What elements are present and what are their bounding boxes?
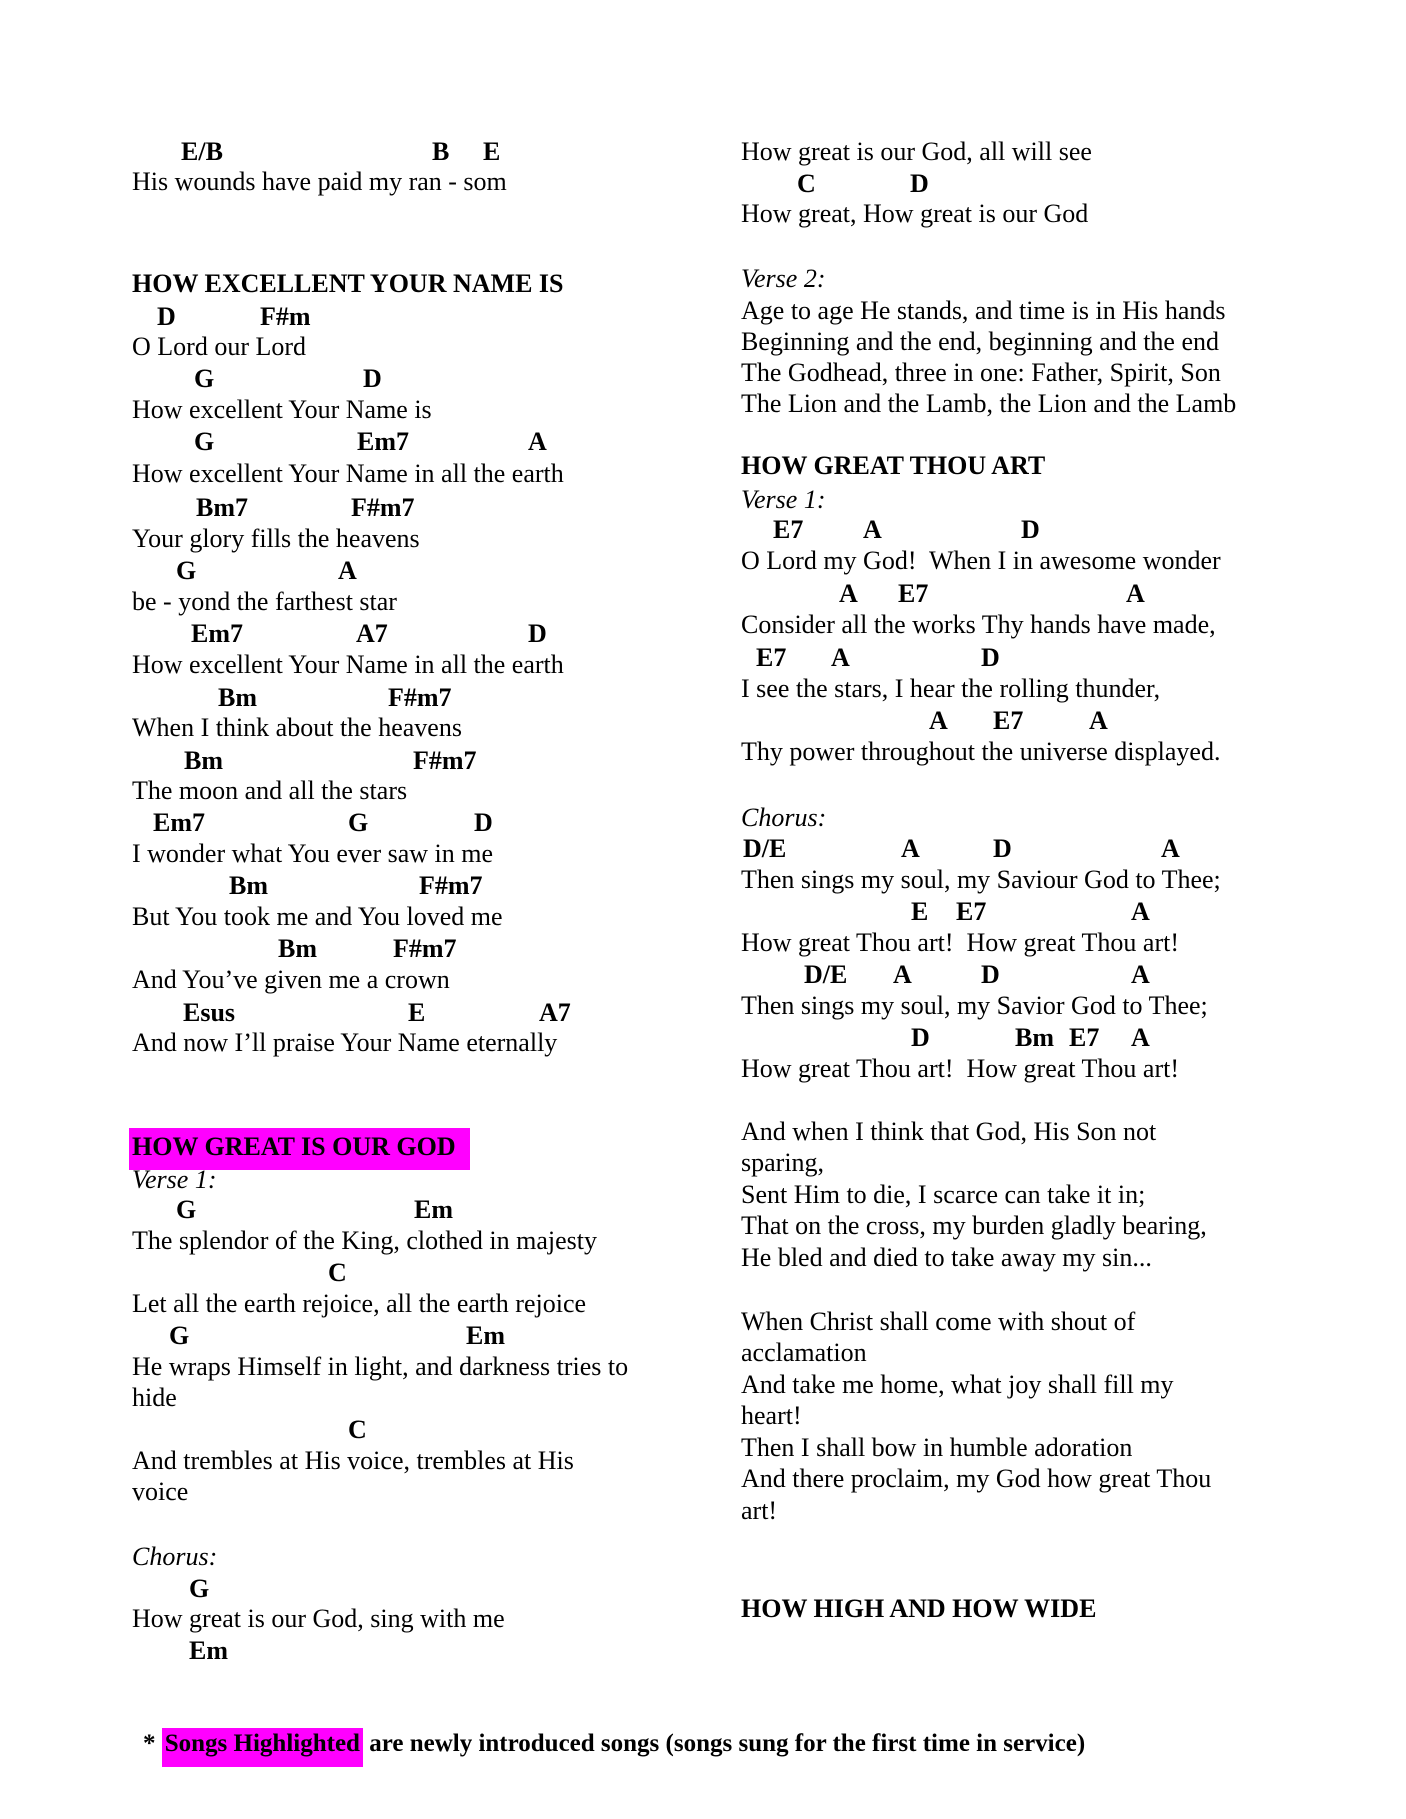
chord-line [741,707,1301,737]
chord: B [432,137,450,166]
chord: A7 [356,619,388,648]
lyric-line: I wonder what You ever saw in me [132,839,494,868]
chord: D [981,960,1000,989]
section-label: Chorus: [132,1542,218,1571]
chord-line [741,580,1301,610]
chord: G [194,427,215,456]
chord: D/E [804,960,848,989]
lyric-line: Sent Him to die, I scarce can take it in; [741,1180,1146,1209]
chord: F#m7 [351,493,415,522]
chord: A [863,515,882,544]
chord: C [328,1258,347,1287]
lyric-line: The moon and all the stars [132,776,408,805]
section-label: Verse 1: [132,1165,217,1194]
section-label: Verse 2: [741,264,826,293]
chord-line [132,1196,692,1226]
chord-line [132,1637,692,1667]
chord-line [741,961,1301,991]
chord: D [993,834,1012,863]
song-title: HOW GREAT IS OUR GOD [129,1128,470,1170]
lyric-line: And now I’ll praise Your Name eternally [132,1028,558,1057]
footnote-highlighted-text: Songs Highlighted [162,1728,363,1767]
chord: E7 [956,897,987,926]
chord: E7 [1069,1023,1100,1052]
chord-line [132,747,692,777]
chord: A7 [539,998,571,1027]
chord: F#m7 [413,746,477,775]
chord: E [483,137,501,166]
chord-line [741,898,1301,928]
chord: D [1021,515,1040,544]
chord: E7 [773,515,804,544]
lyric-line: Then sings my soul, my Saviour God to Thee; [741,865,1221,894]
chord-line [132,872,692,902]
lyric-line: Then I shall bow in humble adoration [741,1433,1133,1462]
lyric-line: O Lord our Lord [132,332,307,361]
lyric-line: When I think about the heavens [132,713,462,742]
chord: Em [466,1321,505,1350]
lyric-line: Then sings my soul, my Savior God to Thee; [741,991,1208,1020]
lyric-line: How excellent Your Name in all the earth [132,650,564,679]
chord: G [348,808,369,837]
lyric-line: I see the stars, I hear the rolling thunder, [741,674,1161,703]
chord-line [741,835,1301,865]
footnote-marker: * [143,1730,162,1757]
lyric-line: He bled and died to take away my sin... [741,1243,1152,1272]
chord-line [741,170,1301,200]
chord-line [741,1024,1301,1054]
chord: G [176,556,197,585]
chord: A [831,643,850,672]
chord-line [132,1575,692,1605]
chord: A [338,556,357,585]
chord-line [741,516,1301,546]
lyric-line: How excellent Your Name in all the earth [132,459,564,488]
column-right [741,0,1301,1819]
chord: D [910,169,929,198]
chord: E7 [993,706,1024,735]
column-left [132,0,692,1819]
footnote-rest: are newly introduced songs (songs sung for the first time in service) [362,1730,1086,1757]
chord-line [132,809,692,839]
chord: G [169,1321,190,1350]
chord: D/E [743,834,787,863]
lyric-line: hide [132,1383,177,1412]
lyric-line: And take me home, what joy shall fill my [741,1370,1174,1399]
chord: E7 [756,643,787,672]
lyric-line: Consider all the works Thy hands have made, [741,610,1216,639]
lyric-line: O Lord my God! When I in awesome wonder [741,546,1221,575]
chord: F#m7 [393,934,457,963]
chord: Bm [184,746,223,775]
lyric-line: How great, How great is our God [741,199,1089,228]
chord: D [911,1023,930,1052]
chord: D [363,364,382,393]
chord: E [408,998,426,1027]
lyric-line: Let all the earth rejoice, all the earth rejoice [132,1289,587,1318]
lyric-line: voice [132,1477,189,1506]
lyric-line: His wounds have paid my ran - som [132,167,507,196]
chord-line [132,303,692,333]
lyric-line: When Christ shall come with shout of [741,1307,1136,1336]
chord: A [1161,834,1180,863]
chord-line [132,1416,692,1446]
lyric-line: Thy power throughout the universe displayed. [741,737,1221,766]
lyric-line: How great Thou art! How great Thou art! [741,928,1180,957]
chord: D [528,619,547,648]
chord-line [132,684,692,714]
chord-line [132,935,692,965]
lyric-line: Your glory fills the heavens [132,524,420,553]
chord: F#m7 [388,683,452,712]
chord-line [132,494,692,524]
chord: Em7 [191,619,243,648]
song-title: HOW EXCELLENT YOUR NAME IS [132,269,564,298]
chord: A [1126,579,1145,608]
lyric-line: That on the cross, my burden gladly bearing, [741,1211,1207,1240]
lyric-line: And when I think that God, His Son not [741,1117,1157,1146]
chord: D [474,808,493,837]
chord: A [528,427,547,456]
chord-line [132,428,692,458]
lyric-line: Age to age He stands, and time is in His hands [741,296,1226,325]
lyric-line: art! [741,1496,778,1525]
chord: E [911,897,929,926]
chord-line [132,620,692,650]
lyric-line: sparing, [741,1148,825,1177]
chord: A [1131,960,1150,989]
chord: C [348,1415,367,1444]
chord: Bm [278,934,317,963]
chord: Em7 [153,808,205,837]
section-label: Verse 1: [741,485,826,514]
lyric-line: The splendor of the King, clothed in majesty [132,1226,598,1255]
chord: A [1089,706,1108,735]
chord: E7 [898,579,929,608]
chord: F#m [260,302,311,331]
chord-line [132,1322,692,1352]
chord: G [176,1195,197,1224]
lyric-line: But You took me and You loved me [132,902,503,931]
chord: Bm [1015,1023,1054,1052]
lyric-line: And there proclaim, my God how great Thou [741,1464,1212,1493]
lyric-line: How great is our God, sing with me [132,1604,505,1633]
lyric-line: The Godhead, three in one: Father, Spirit, Son [741,358,1221,387]
chord-line [132,365,692,395]
lyric-line: Beginning and the end, beginning and the end [741,327,1220,356]
chord-line [132,138,692,168]
lyric-line: be - yond the farthest star [132,587,397,616]
chord: D [981,643,1000,672]
chord: D [157,302,176,331]
chord: A [929,706,948,735]
lyric-line: acclamation [741,1338,867,1367]
lyric-line: He wraps Himself in light, and darkness tries to [132,1352,629,1381]
chord: A [839,579,858,608]
chord: G [189,1574,210,1603]
chord: Bm7 [196,493,248,522]
chord-line [132,557,692,587]
chord: A [1131,1023,1150,1052]
lyric-line: And You’ve given me a crown [132,965,450,994]
lyric-line: The Lion and the Lamb, the Lion and the Lamb [741,389,1237,418]
chord: A [893,960,912,989]
section-label: Chorus: [741,803,827,832]
chord-line [741,644,1301,674]
chord: E/B [181,137,223,166]
chord: F#m7 [419,871,483,900]
chord: Bm [218,683,257,712]
song-title: HOW HIGH AND HOW WIDE [741,1594,1097,1623]
chord: Em [189,1636,228,1665]
lyric-line: How great is our God, all will see [741,137,1092,166]
lyric-line: heart! [741,1401,802,1430]
chord: A [901,834,920,863]
chord: G [194,364,215,393]
lyric-line: How great Thou art! How great Thou art! [741,1054,1180,1083]
chord-line [132,1259,692,1289]
chord: Esus [183,998,236,1027]
chord: Em [414,1195,453,1224]
song-title: HOW GREAT THOU ART [741,451,1046,480]
lyric-line: And trembles at His voice, trembles at His [132,1446,574,1475]
chord: Em7 [357,427,409,456]
chord: Bm [229,871,268,900]
chord: C [797,169,816,198]
chord-line [132,999,692,1029]
lyric-line: How excellent Your Name is [132,395,432,424]
chord: A [1131,897,1150,926]
